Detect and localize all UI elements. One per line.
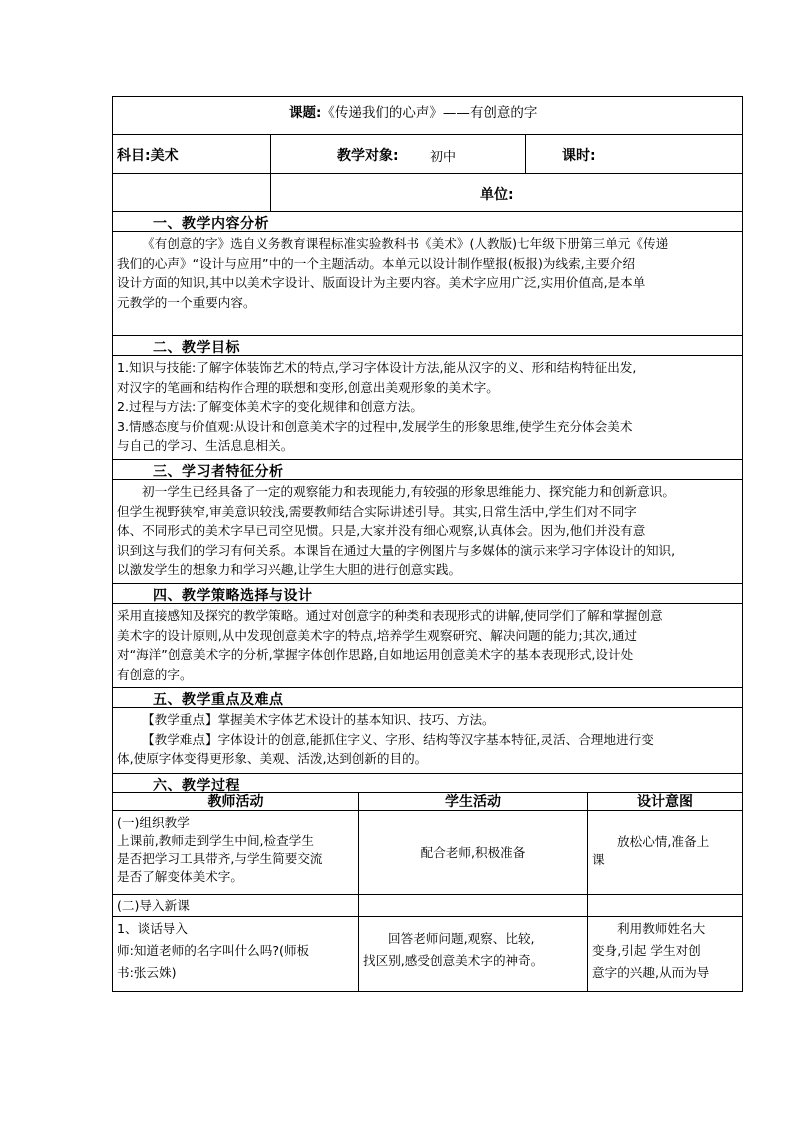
subject-label: 科目:美术 xyxy=(117,148,179,164)
unit-label: 单位: xyxy=(480,187,514,203)
lesson-plan-table xyxy=(112,96,743,992)
unit-row xyxy=(113,174,742,212)
teacher-cell: 1、谈话导入 师:知道老师的名字叫什么吗?(师板 书:张云姝) xyxy=(117,921,310,980)
section-heading: 一、教学内容分析 xyxy=(113,212,742,232)
section-body: 初一学生已经具备了一定的观察能力和表现能力,有较强的形象思维能力、探究能力和创新意识。 但学生视野狭窄,审美意识较浅,需要教师结合实际讲述引导。其实,日常生活中,学生们对不同字 体、不同形式的美术字早已司空见惯。只是,大家并没有细心观察,认真体会。因为,他们并没有意 识到这与我们的学习有何关系。本课旨在通过大量的字例图片与多媒体的演示来学习字体设计的知识, 以激发学生的想象力和学习兴趣,让学生大胆的进行创意实践。 xyxy=(113,480,742,584)
audience-label: 教学对象: xyxy=(337,148,399,164)
teacher-cell: (一)组织教学 上课前,教师走到学生中间,检查学生 是否把学习工具带齐,与学生简要交流 是否了解变体美术字。 xyxy=(117,815,323,884)
student-cell: 回答老师问题,观察、比较, 找区别,感受创意美术字的神奇。 xyxy=(358,917,587,991)
intent-cell: 放松心情,准备上 课 xyxy=(587,811,742,894)
hours-label: 课时: xyxy=(562,148,596,164)
section-heading: 三、学习者特征分析 xyxy=(113,460,742,480)
intent-cell xyxy=(587,895,742,916)
process-row xyxy=(113,895,742,917)
section-body: 1.知识与技能:了解字体装饰艺术的特点,学习字体设计方法,能从汉字的义、形和结构特征出发, 对汉字的笔画和结构作合理的联想和变形,创意出美观形象的美术字。 2.过程与方法:了解变体美术字的变化规律和创意方法。 3.情感态度与价值观:从设计和创意美术字的过程中,发展学生的形象思维,使学生充分体会美术 与自己的学习、生活息息相关。 xyxy=(113,356,742,460)
info-row xyxy=(113,135,742,174)
audience-value: 初中 xyxy=(430,150,457,165)
student-header: 学生活动 xyxy=(358,793,587,810)
section-heading: 六、教学过程 xyxy=(113,774,742,793)
title-label: 课题: xyxy=(289,105,322,121)
student-cell: 配合老师,积极准备 xyxy=(358,811,587,894)
teacher-cell: (二)导入新课 xyxy=(117,898,190,913)
intent-cell: 利用教师姓名大 变身,引起 学生对创 意字的兴趣,从而为导 xyxy=(587,917,742,991)
title-row xyxy=(113,97,742,135)
section-heading: 二、教学目标 xyxy=(113,336,742,356)
intent-header: 设计意图 xyxy=(587,793,742,810)
process-row xyxy=(113,811,742,895)
process-row xyxy=(113,917,742,991)
section-heading: 四、教学策略选择与设计 xyxy=(113,584,742,604)
student-cell xyxy=(358,895,587,916)
section-heading: 五、教学重点及难点 xyxy=(113,688,742,708)
teacher-header: 教师活动 xyxy=(207,794,264,810)
process-header-row xyxy=(113,793,742,811)
section-body: 【教学重点】掌握美术字体艺术设计的基本知识、技巧、方法。 【教学难点】字体设计的创意,能抓住字义、字形、结构等汉字基本特征,灵活、合理地进行变 体,使原字体变得更形象、美观、活泼,达到创新的目的。 xyxy=(113,708,742,774)
title-text: 《传递我们的心声》——有创意的字 xyxy=(321,105,538,121)
section-body: 采用直接感知及探究的教学策略。通过对创意字的种类和表现形式的讲解,使同学们了解和掌握创意 美术字的设计原则,从中发现创意美术字的特点,培养学生观察研究、解决问题的能力;其次,通过 对“海洋”创意美术字的分析,掌握字体创作思路,自如地运用创意美术字的基本表现形式,设计处 有创意的字。 xyxy=(113,604,742,688)
section-body: 《有创意的字》选自义务教育课程标准实验教科书《美术》(人教版)七年级下册第三单元《传递 我们的心声》“设计与应用”中的一个主题活动。本单元以设计制作壁报(板报)为线索,主要介绍 设计方面的知识,其中以美术字设计、版面设计为主要内容。美术字应用广泛,实用价值高,是本单 元教学的一个重要内容。 xyxy=(113,232,742,336)
lesson-title xyxy=(289,101,537,121)
